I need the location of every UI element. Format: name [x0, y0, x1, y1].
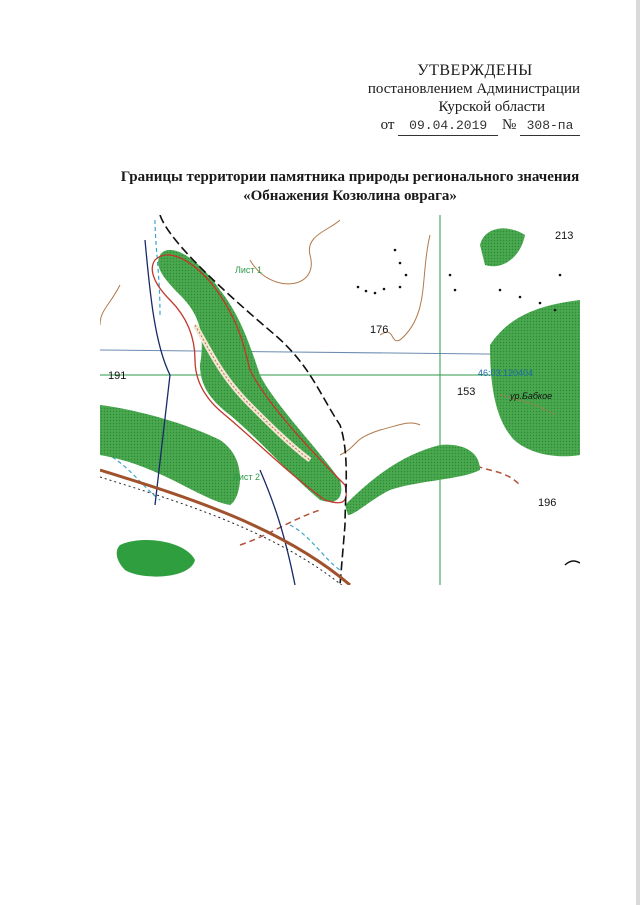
from-label: от	[380, 117, 395, 133]
sheet-1-label: Лист 1	[235, 265, 263, 275]
elevation-191: 191	[108, 370, 127, 382]
approval-title: УТВЕРЖДЕНЫ	[417, 62, 533, 79]
cadastral-number: 46:03:120404	[478, 368, 534, 378]
heading-line-2: «Обнажения Козюлина оврага»	[243, 188, 457, 204]
boundary-fragment	[565, 561, 580, 565]
heading-line-1: Границы территории памятника природы регионального значения	[120, 169, 580, 185]
number-label: №	[501, 117, 517, 133]
elevation-176: 176	[370, 324, 389, 336]
map-svg	[100, 215, 580, 585]
approval-block	[340, 62, 580, 136]
approval-line-1: постановлением Администрации	[367, 81, 580, 97]
settlement-dots	[357, 249, 562, 312]
elevation-213: 213	[555, 230, 574, 242]
forest-patch	[480, 228, 525, 266]
elevation-196: 196	[538, 497, 557, 509]
forest-strip	[345, 445, 480, 515]
document-heading	[60, 168, 640, 206]
contour-line	[340, 423, 420, 455]
approval-date-line	[340, 116, 580, 136]
contour-line	[100, 285, 120, 325]
page-edge-shadow	[636, 0, 640, 905]
forest-area	[100, 405, 240, 505]
approval-number: 308-па	[520, 117, 580, 136]
forest-patch	[117, 540, 195, 577]
place-name-label: ур.Бабкое	[510, 391, 553, 401]
forest-area-east	[490, 300, 580, 456]
elevation-153: 153	[457, 386, 476, 398]
approval-date: 09.04.2019	[398, 117, 498, 136]
power-line	[260, 470, 295, 585]
contour-line	[250, 220, 340, 284]
territory-map	[100, 215, 580, 585]
sheet-2-label: Лист 2	[233, 472, 261, 482]
approval-line-2: Курской области	[438, 99, 545, 115]
